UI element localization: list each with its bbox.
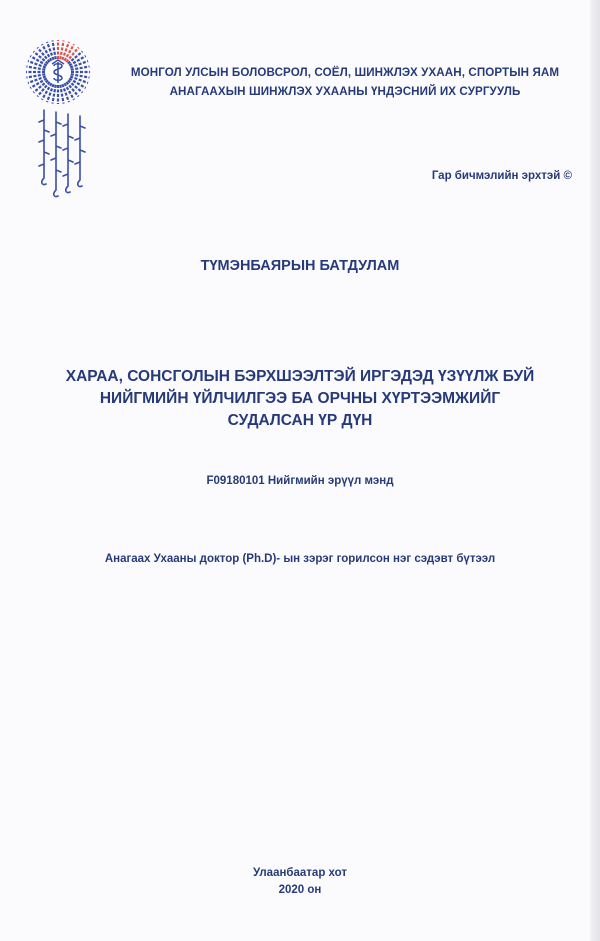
university-name: АНАГААХЫН ШИНЖЛЭХ УХААНЫ ҮНДЭСНИЙ ИХ СУРГУУЛЬ [169, 85, 521, 98]
ministry-name: МОНГОЛ УЛСЫН БОЛОВСРОЛ, СОЁЛ, ШИНЖЛЭХ УХААН, СПОРТЫН ЯАМ [130, 66, 560, 79]
thesis-title-line: НИЙГМИЙН ҮЙЛЧИЛГЭЭ БА ОРЧНЫ ХҮРТЭЭМЖИЙГ [99, 390, 501, 407]
city: Улаанбаатар хот [252, 867, 348, 879]
thesis-title-line: ХАРАА, СОНСГОЛЫН БЭРХШЭЭЛТЭЙ ИРГЭДЭД ҮЗҮҮЛЖ БУЙ [65, 368, 535, 385]
year: 2020 он [278, 884, 322, 896]
specialty-code: F09180101 Нийгмийн эрүүл мэнд [206, 475, 394, 487]
copyright-notice: Гар бичмэлийн эрхтэй © [431, 170, 572, 182]
mongolian-script-mark [36, 108, 96, 208]
author-name: ТҮМЭНБАЯРЫН БАТДУЛАМ [200, 258, 400, 274]
thesis-title-line: СУДАЛСАН ҮР ДҮН [227, 412, 373, 429]
institution-header [100, 63, 590, 101]
thesis-title [0, 366, 600, 432]
place-and-year [0, 865, 600, 899]
page-edge-shadow [590, 0, 600, 941]
degree-statement: Анагаах Ухааны доктор (Ph.D)- ын зэрэг горилсон нэг сэдэвт бүтээл [104, 553, 496, 565]
university-emblem-icon [24, 38, 92, 106]
